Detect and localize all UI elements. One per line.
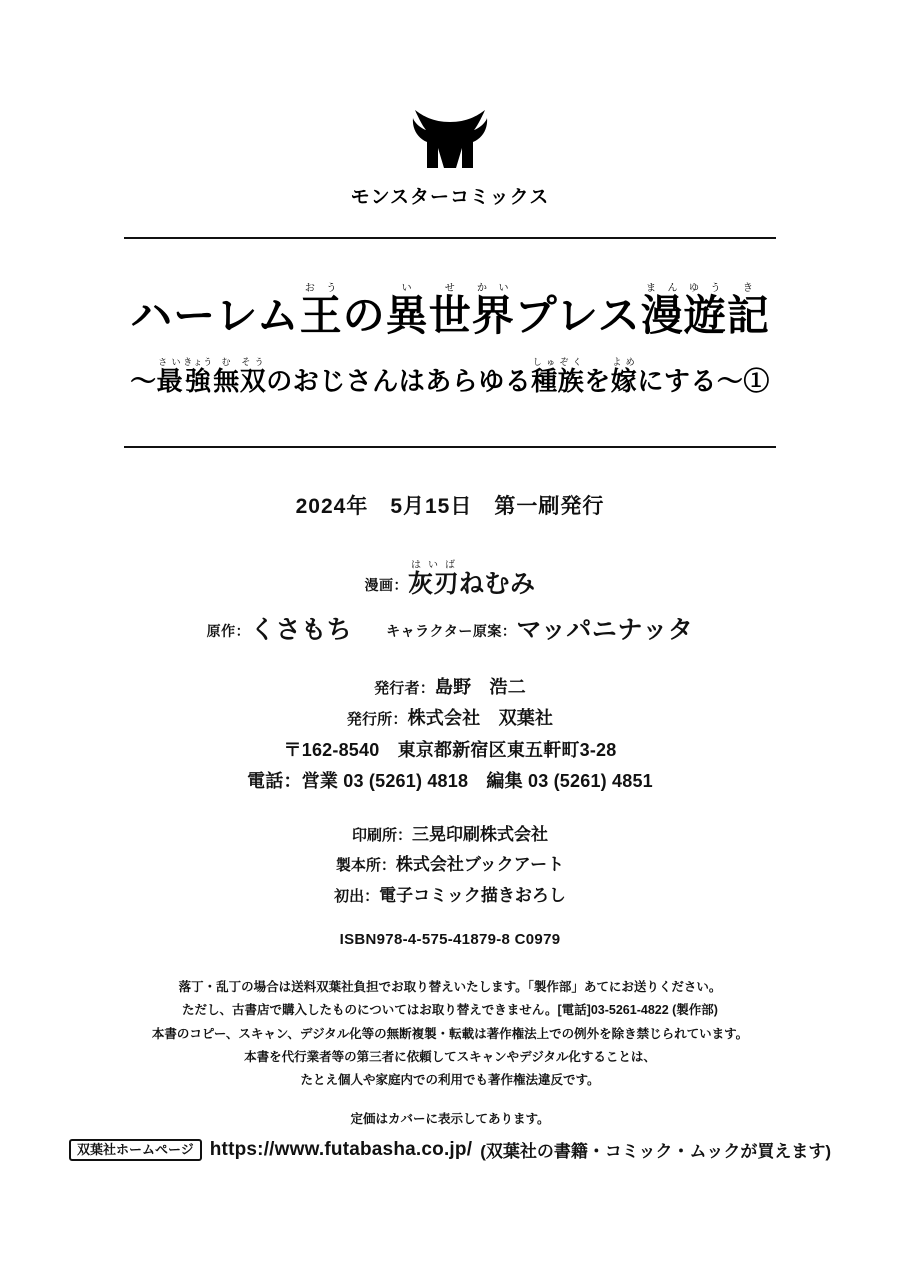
printing-label: 印刷所：	[351, 826, 412, 844]
printing-name: 三晃印刷株式会社	[412, 824, 548, 844]
publisher-person-name: 島野 浩二	[434, 676, 526, 697]
original-credit-label: 原作：	[206, 622, 251, 639]
original-credit	[207, 610, 353, 646]
character-credit-label: キャラクター原案：	[386, 622, 517, 639]
page-subtitle: ～最さい強きょう無む双そうのおじさんはあらゆる種しゅ族ぞくを嫁よめにする～①	[130, 356, 770, 397]
price-note: 定価はカバーに表示してあります。	[350, 1111, 550, 1126]
manga-credit-label: 漫画：	[364, 576, 408, 593]
publisher-person-line	[90, 672, 810, 704]
divider-bottom	[124, 446, 776, 448]
homepage-badge: 双葉社ホームページ	[69, 1139, 202, 1161]
binding-line	[90, 850, 810, 881]
original-credit-name: くさもち	[250, 615, 353, 644]
legal-line-2: ただし、古書店で購入したものについてはお取り替えできません。[電話]03-5261-4822 (製作部)	[182, 1003, 718, 1018]
publication-date: 2024年 5月15日 第一刷発行	[295, 494, 605, 518]
first-publication-label: 初出：	[334, 887, 380, 905]
homepage-url-link[interactable]: https://www.futabasha.co.jp/	[209, 1138, 473, 1160]
homepage-note: (双葉社の書籍・コミック・ムックが買えます)	[480, 1142, 832, 1161]
manga-credit-name: 灰刃はいばねむみ	[407, 559, 536, 598]
character-credit	[386, 610, 693, 646]
printers-block	[90, 820, 810, 912]
legal-line-3: 本書のコピー、スキャン、デジタル化等の無断複製・転載は著作権法上での例外を除き禁じられています。	[151, 1026, 749, 1041]
publisher-address: 〒162-8540 東京都新宿区東五軒町3-28	[283, 739, 617, 760]
publisher-company-label: 発行所：	[346, 711, 408, 728]
publisher-company-line	[90, 703, 810, 735]
binding-label: 製本所：	[335, 857, 396, 875]
isbn-number: ISBN978-4-575-41879-8 C0979	[339, 931, 561, 949]
first-publication-value: 電子コミック描きおろし	[379, 885, 566, 905]
colophon-block	[90, 490, 810, 1132]
imprint-block	[90, 672, 810, 798]
printing-line	[90, 820, 810, 851]
legal-notice	[90, 976, 810, 1131]
binding-name: 株式会社ブックアート	[395, 855, 565, 875]
page-title: ハーレム王おうの異い世せ界かいプレス漫まん遊ゆう記き	[130, 283, 770, 340]
legal-line-4: 本書を代行業者等の第三者に依頼してスキャンやデジタル化することは、	[244, 1049, 656, 1064]
publisher-person-label: 発行者：	[374, 679, 435, 697]
publisher-logo-text: モンスターコミックス	[350, 187, 550, 208]
footer-bar	[0, 1137, 900, 1162]
legal-line-1: 落丁・乱丁の場合は送料双葉社負担でお取り替えいたします。「製作部」あてにお送りください。	[178, 980, 722, 995]
character-credit-name: マッパニナッタ	[516, 615, 694, 644]
original-credit-row	[90, 610, 810, 646]
manga-credit	[90, 560, 810, 600]
publisher-company-name: 株式会社 双葉社	[407, 708, 554, 728]
legal-line-5: たとえ個人や家庭内での利用でも著作権法違反です。	[300, 1072, 600, 1087]
publisher-phone: 電話：営業 03 (5261) 4818 編集 03 (5261) 4851	[247, 771, 653, 791]
first-publication-line	[90, 881, 810, 912]
title-block	[100, 239, 800, 446]
monster-head-logo-icon	[411, 108, 489, 170]
publisher-logo-block	[351, 108, 550, 209]
